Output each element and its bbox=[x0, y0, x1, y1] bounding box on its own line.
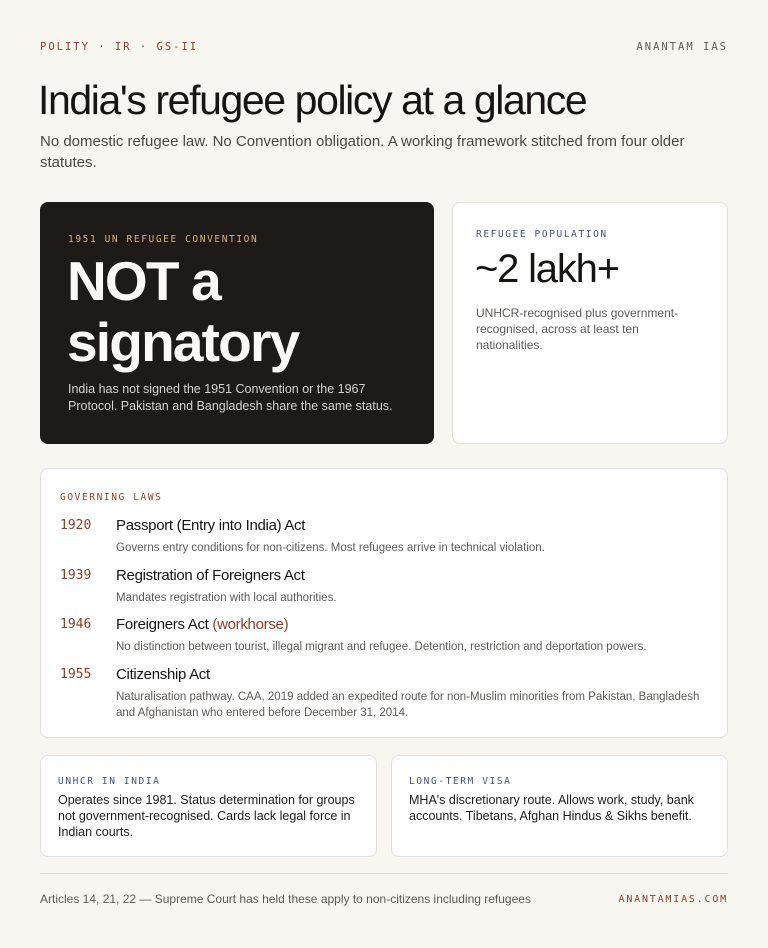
law-name: Passport (Entry into India) Act bbox=[116, 517, 306, 534]
page-subtitle: No domestic refugee law. No Convention obligation. A working framework stitched from four older statutes. bbox=[40, 133, 685, 171]
law-description: No distinction between tourist, illegal migrant and refugee. Detention, restriction and deportation powers. bbox=[116, 641, 647, 653]
page-title: India's refugee policy at a glance bbox=[38, 77, 587, 123]
footer-divider bbox=[40, 873, 728, 874]
law-year: 1946 bbox=[60, 617, 92, 632]
unhcr-card bbox=[40, 755, 377, 857]
brand-name: ANANTAM IAS bbox=[636, 41, 728, 53]
law-highlight: (workhorse) bbox=[212, 616, 289, 633]
laws-label: GOVERNING LAWS bbox=[60, 492, 163, 503]
footer-note: Articles 14, 21, 22 — Supreme Court has held these apply to non-citizens including refugees bbox=[40, 892, 531, 906]
visa-label: LONG-TERM VISA bbox=[409, 776, 512, 787]
law-description: Governs entry conditions for non-citizens. Most refugees arrive in technical violation. bbox=[116, 542, 545, 554]
law-year: 1939 bbox=[60, 568, 92, 583]
law-description: Naturalisation pathway. CAA, 2019 added an expedited route for non-Muslim minorities from Pakistan, Bangladesh and Afghanistan who entered before December 31, 2014. bbox=[116, 691, 700, 719]
visa-card bbox=[391, 755, 728, 857]
top-bar bbox=[40, 41, 728, 55]
population-label: REFUGEE POPULATION bbox=[476, 229, 608, 240]
section-kicker: POLITY · IR · GS-II bbox=[40, 41, 199, 53]
governing-laws-card bbox=[40, 468, 728, 738]
visa-text: MHA's discretionary route. Allows work, study, bank accounts. Tibetans, Afghan Hindus & Sikhs benefit. bbox=[409, 793, 694, 823]
law-year: 1920 bbox=[60, 518, 92, 533]
unhcr-text: Operates since 1981. Status determination for groups not government-recognised. Cards lack legal force in Indian courts. bbox=[58, 793, 355, 839]
law-year: 1955 bbox=[60, 667, 92, 682]
population-description: UNHCR-recognised plus government-recognised, across at least ten nationalities. bbox=[476, 306, 679, 352]
population-card bbox=[452, 202, 728, 444]
law-name: Foreigners Act (workhorse) bbox=[116, 616, 289, 633]
law-description: Mandates registration with local authorities. bbox=[116, 592, 337, 604]
convention-headline: NOT a signatory bbox=[67, 250, 299, 373]
law-name: Citizenship Act bbox=[116, 666, 210, 683]
law-name: Registration of Foreigners Act bbox=[116, 567, 305, 584]
population-value: ~2 lakh+ bbox=[475, 247, 619, 291]
convention-body: India has not signed the 1951 Convention or the 1967 Protocol. Pakistan and Bangladesh share the same status. bbox=[68, 382, 393, 413]
footer-website-link[interactable]: ANANTAMIAS.COM bbox=[618, 894, 728, 905]
unhcr-label: UNHCR IN INDIA bbox=[58, 776, 161, 787]
convention-label: 1951 UN REFUGEE CONVENTION bbox=[68, 234, 259, 245]
